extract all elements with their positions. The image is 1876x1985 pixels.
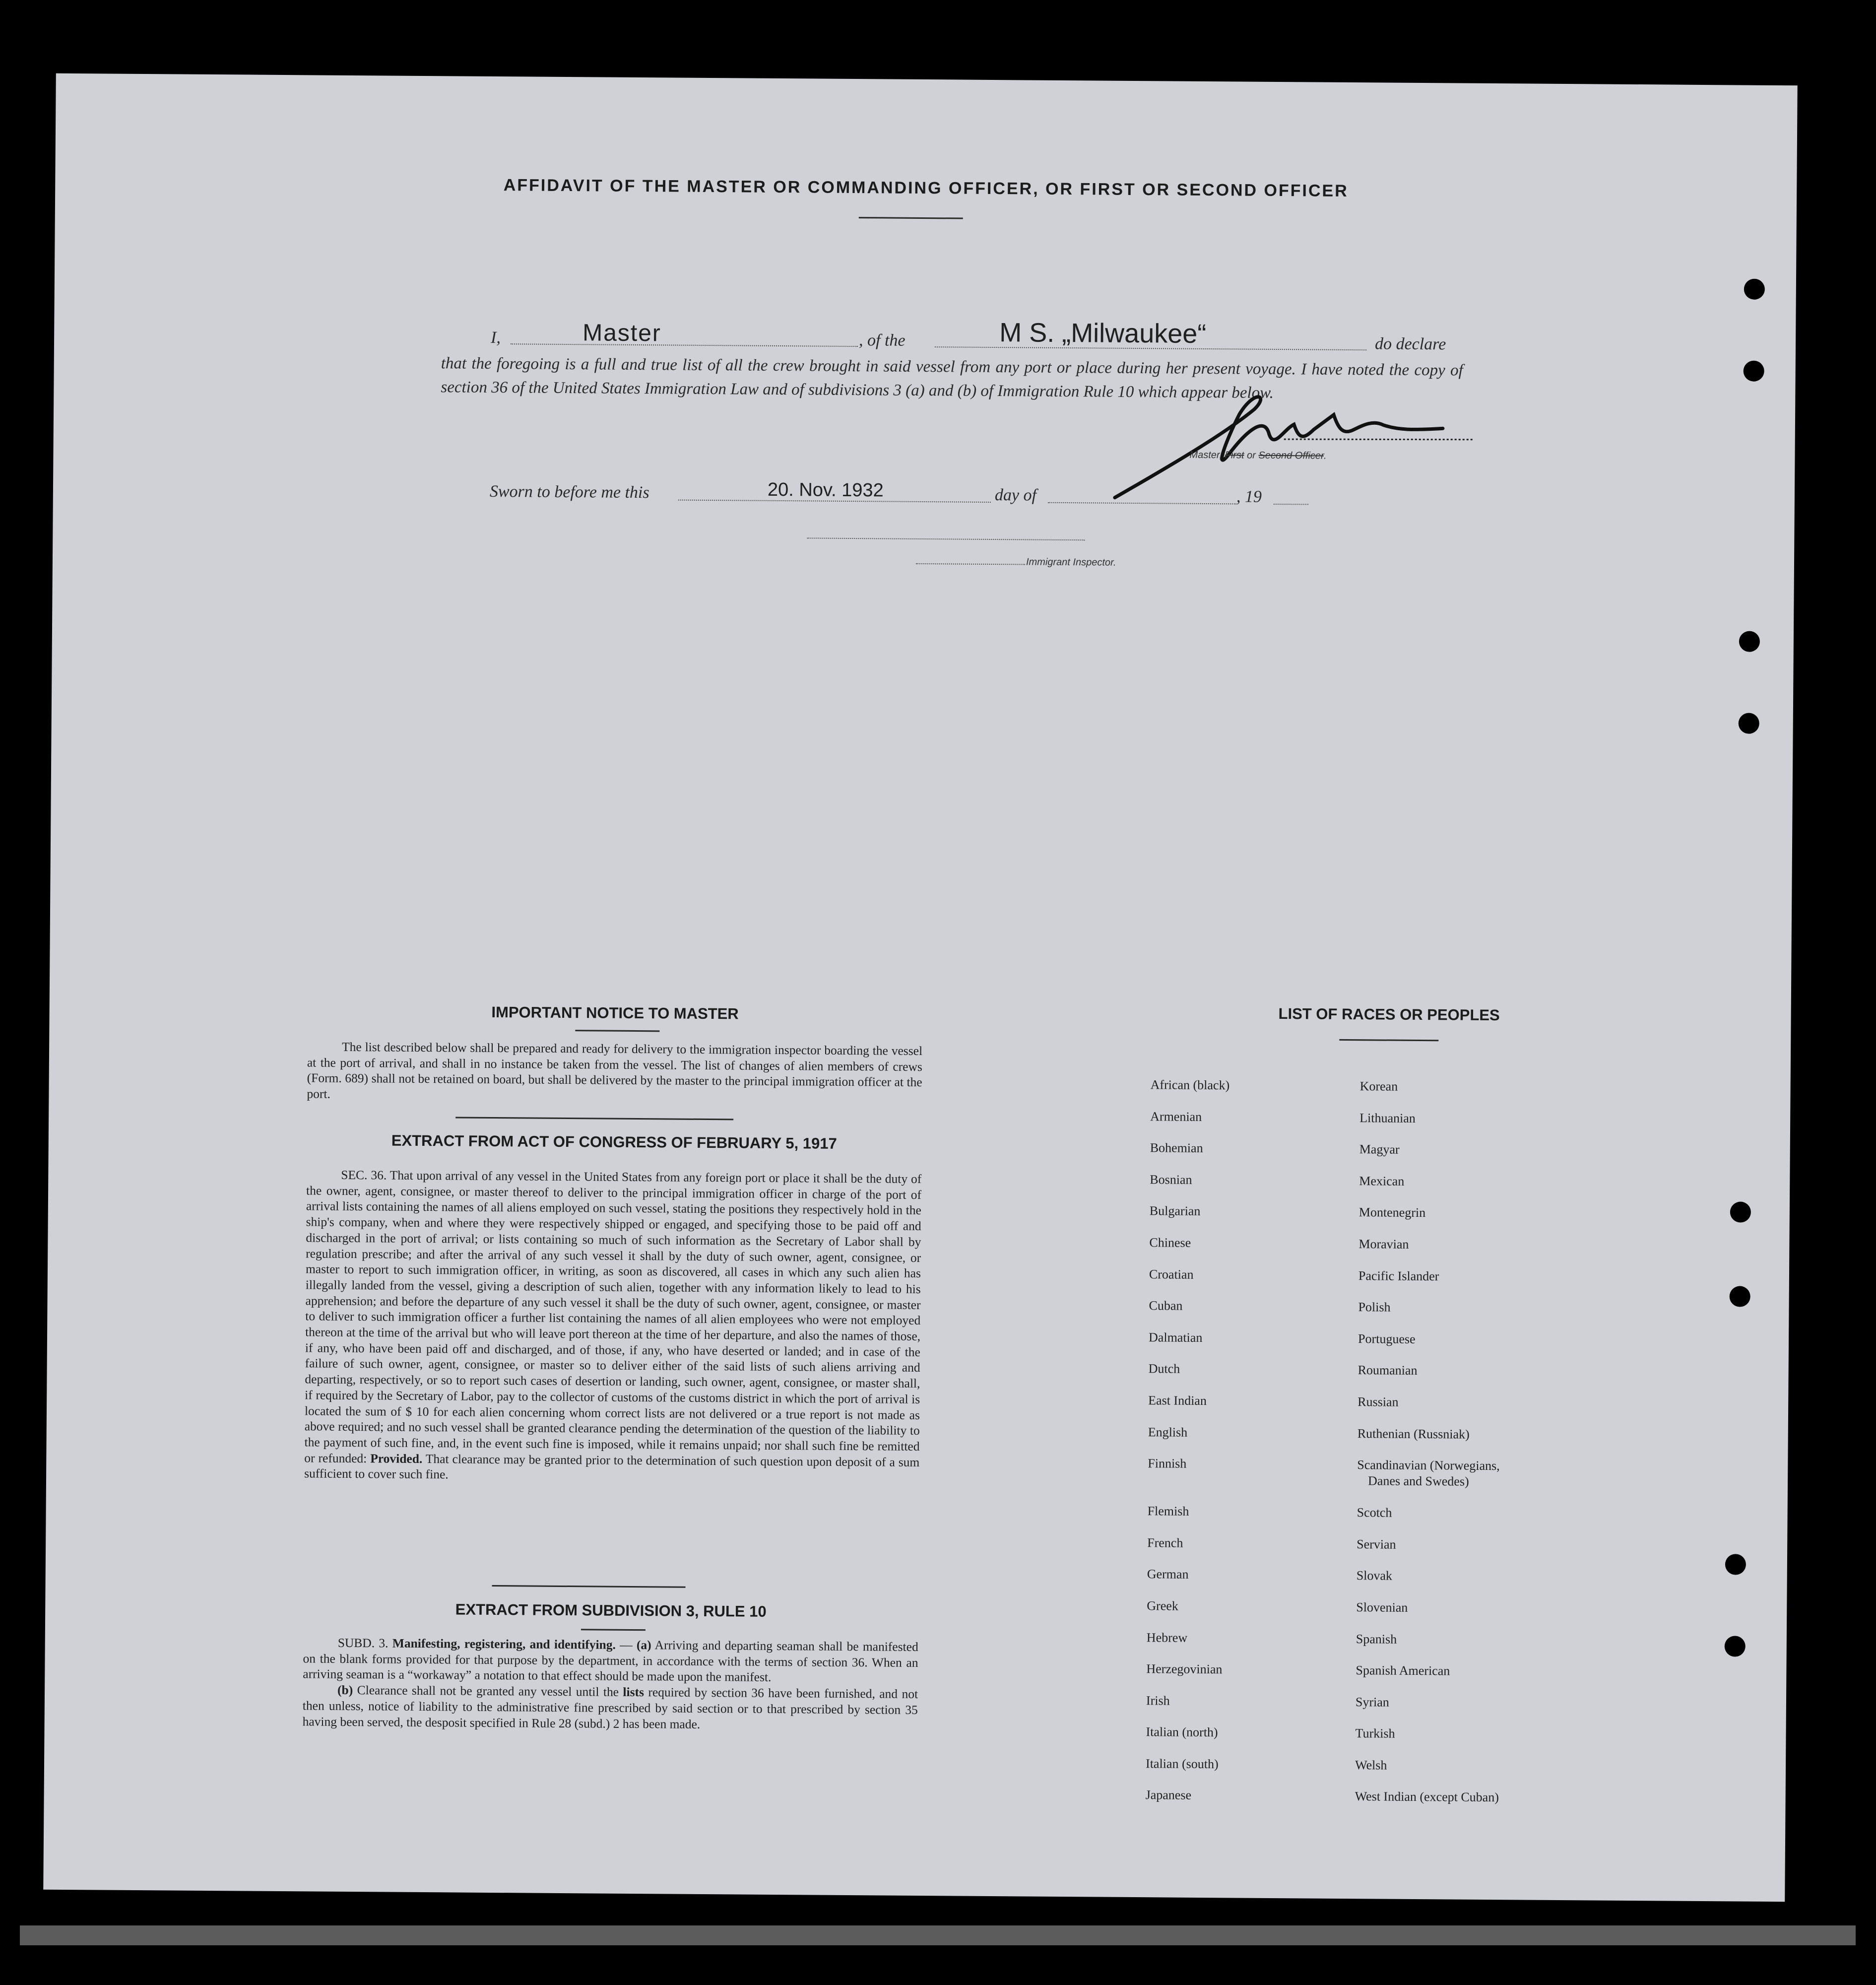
race-item: Servian: [1357, 1536, 1396, 1552]
race-item: Bohemian: [1150, 1140, 1203, 1156]
signature-caption: [1189, 450, 1326, 462]
document-page: [43, 73, 1797, 1902]
rule-heading: EXTRACT FROM SUBDIVISION 3, RULE 10: [455, 1600, 767, 1620]
rule-heading-rule: [581, 1629, 646, 1631]
a-text: Arriving and departing seaman shall be manifested on the blank forms provided for that purpose by the department, in accordance with the terms of section 36. When an arriving seaman is a “workaway” a notation to that effect should be made upon the manifest.: [303, 1638, 918, 1685]
notice-rule: [575, 1030, 659, 1032]
race-item: Mexican: [1359, 1173, 1405, 1189]
act-divider: [492, 1585, 686, 1588]
subd-dash: —: [615, 1637, 637, 1653]
caption-or: or: [1244, 450, 1259, 461]
notice-heading: IMPORTANT NOTICE TO MASTER: [491, 1003, 739, 1023]
race-item: Turkish: [1355, 1726, 1395, 1741]
races-rule: [1339, 1039, 1438, 1041]
caption-second-struck: Second Officer: [1258, 450, 1324, 462]
b-lists: lists: [623, 1684, 645, 1700]
act-main-text: SEC. 36. That upon arrival of any vessel in the United States from any foreign port or place it shall be the duty of the owner, agent, consignee, or master thereof to deliver to the principal immigration officer in charge of the port of arrival lists containing the names of all aliens employed on such vessel, stating the positions they respectively hold in the ship's company, when and where they were respectively shipped or engaged, and specifying those to be paid off and discharged in the port of arrival; or lists containing so much of such information as the Secretary of Labor shall by regulation prescribe; and after the arrival of any such vessel it shall by the duty of such owner, agent, consignee, or master to report to such immigration officer, in writing, as soon as discovered, all cases in which any such alien has illegally landed from the vessel, giving a description of such alien, together with any information likely to lead to his apprehension; and before the departure of any such vessel it shall be the duty of such owner, agent, consignee, or master to deliver to such immigration officer a further list containing the names of all alien employees who were not employed thereon at the time of the arrival but who will leave port thereon at the time of her departure, and also the names of those, if any, who have been paid off and discharged, and of those, if any, who have deserted or landed; and in case of the failure of such owner, agent, consignee, or master so to deliver either of the said lists of such aliens arriving and departing, respectively, or so to report such cases of desertion or landing, such owner, agent, consignee, or master shall, if required by the Secretary of Labor, pay to the collector of customs of the customs district in which the port of arrival is located the sum of $ 10 for each alien concerning whom correct lists are not delivered or a true report is not made as above required; and no such vessel shall be granted clearance pending the determination of the question of the liability to the payment of such fine, and, in the event such fine is imposed, while it remains unpaid; nor shall such fine be remitted or refunded:: [304, 1167, 922, 1465]
punch-hole: [1725, 1554, 1746, 1575]
rule-text: [303, 1635, 918, 1733]
b-text-2: required by section 36 have been furnished, and not then unless, notice of liability to the administrative fine prescribed by said section or to that prescribed by section 35 having been served, the desposit specified in Rule 28 (subd.) 2 has been made.: [302, 1685, 918, 1731]
race-item: Welsh: [1355, 1758, 1387, 1773]
race-item: Lithuanian: [1359, 1110, 1416, 1125]
notice-text: [307, 1039, 922, 1106]
act-end-text: That clearance may be granted prior to the determination of such question upon deposit of a sum sufficient to cover such fine.: [304, 1451, 920, 1482]
vessel-field[interactable]: M S. „Milwaukee“: [999, 318, 1207, 349]
act-heading: EXTRACT FROM ACT OF CONGRESS OF FEBRUARY 5, 1917: [391, 1131, 837, 1152]
race-item: Slovak: [1356, 1568, 1393, 1583]
inspector-caption: Immigrant Inspector.: [1026, 556, 1116, 568]
a-label: (a): [636, 1638, 651, 1653]
inspector-line-2: [916, 563, 1025, 565]
punch-hole: [1725, 1636, 1746, 1656]
race-item: Spanish: [1356, 1631, 1397, 1647]
race-item: Italian (north): [1146, 1724, 1218, 1740]
punch-hole: [1730, 1286, 1750, 1307]
subd-label: SUBD. 3.: [337, 1635, 388, 1651]
race-item: Dutch: [1148, 1361, 1180, 1377]
race-item: Greek: [1147, 1598, 1178, 1613]
race-item: Ruthenian (Russniak): [1357, 1426, 1470, 1442]
races-left-column: [1145, 1078, 1229, 1821]
i-label: I,: [490, 328, 501, 347]
race-item: Moravian: [1358, 1237, 1409, 1252]
declaration-text: that the foregoing is a full and true list of all the crew brought in said vessel from any port or place during her present voyage. I have noted the copy of section 36 of the United States Immigration Law and of subdivisions 3 (a) and (b) of Immigration Rule 10 which appear below.: [441, 354, 1463, 402]
race-item: Herzegovinian: [1146, 1661, 1223, 1677]
notice-divider: [455, 1117, 733, 1120]
race-item: Bulgarian: [1149, 1203, 1201, 1219]
race-item: Armenian: [1150, 1109, 1202, 1124]
race-item: Irish: [1146, 1693, 1170, 1708]
punch-hole: [1744, 361, 1764, 382]
rank-line: [511, 343, 858, 347]
caption-period: .: [1323, 450, 1327, 462]
punch-hole: [1739, 631, 1760, 652]
race-item-continued: Danes and Swedes): [1367, 1473, 1469, 1489]
act-text: [304, 1167, 921, 1486]
race-item: Portuguese: [1358, 1331, 1416, 1346]
signature-mark: [1105, 379, 1483, 510]
race-item: English: [1148, 1424, 1188, 1440]
scan-edge: [20, 1925, 1856, 1945]
punch-hole: [1730, 1201, 1751, 1222]
race-item: Roumanian: [1358, 1363, 1418, 1378]
race-item: Italian (south): [1145, 1756, 1219, 1772]
race-item: East Indian: [1148, 1393, 1207, 1408]
sworn-label: Sworn to before me this: [489, 482, 649, 502]
race-item: Hebrew: [1146, 1630, 1188, 1645]
caption-master: Master,: [1189, 449, 1225, 461]
declare-label: do declare: [1374, 334, 1446, 354]
punch-hole: [1739, 713, 1759, 733]
race-item: Slovenian: [1356, 1600, 1408, 1615]
of-label: , of the: [858, 331, 906, 350]
race-item: Flemish: [1147, 1504, 1189, 1519]
provided-label: Provided.: [370, 1451, 423, 1466]
b-text-1: Clearance shall not be granted any vessel until the: [357, 1683, 619, 1699]
race-item: Japanese: [1145, 1787, 1192, 1803]
race-item: Magyar: [1359, 1142, 1400, 1157]
race-item: Dalmatian: [1148, 1329, 1203, 1345]
race-item: Finnish: [1148, 1456, 1187, 1471]
race-item: Russian: [1358, 1394, 1399, 1409]
race-item: Croatian: [1149, 1266, 1194, 1282]
race-item: Scandinavian (Norwegians,: [1357, 1457, 1500, 1473]
subd-title: Manifesting, registering, and identifying.: [392, 1636, 616, 1652]
race-item: Chinese: [1149, 1235, 1191, 1250]
title-rule: [859, 217, 963, 219]
race-item: Scotch: [1357, 1505, 1392, 1520]
affidavit-title: AFFIDAVIT OF THE MASTER OR COMMANDING OFFICER, OR FIRST OR SECOND OFFICER: [503, 176, 1349, 200]
b-label: (b): [337, 1682, 353, 1698]
races-heading: LIST OF RACES OR PEOPLES: [1278, 1005, 1500, 1024]
race-item: German: [1147, 1567, 1189, 1582]
punch-hole: [1744, 279, 1765, 300]
race-item: Syrian: [1355, 1694, 1389, 1710]
year-label: , 19: [1236, 487, 1262, 506]
races-right-column: [1355, 1080, 1504, 1823]
race-item: French: [1147, 1535, 1183, 1550]
inspector-line-1: [807, 537, 1085, 540]
race-item: Cuban: [1149, 1298, 1183, 1313]
race-item: African (black): [1150, 1077, 1230, 1093]
race-item: Korean: [1359, 1079, 1398, 1094]
day-of-label: day of: [994, 486, 1037, 505]
sworn-date-field[interactable]: 20. Nov. 1932: [767, 479, 884, 501]
notice-paragraph: The list described below shall be prepared and ready for delivery to the immigration inspector boarding the vessel at the port of arrival, and shall in no instance be taken from the vessel. The list of changes of alien members of crews (Form. 689) shall not be retained on board, but shall be delivered by the master to the principal immigration officer at the port.: [307, 1039, 923, 1101]
race-item: Bosnian: [1150, 1172, 1192, 1187]
race-item: Pacific Islander: [1358, 1268, 1439, 1283]
caption-first-struck: First: [1225, 450, 1244, 461]
race-item: Polish: [1358, 1300, 1391, 1315]
race-item: Spanish American: [1356, 1663, 1450, 1678]
race-item: Montenegrin: [1358, 1205, 1426, 1220]
rank-field[interactable]: Master: [582, 320, 662, 347]
race-item: West Indian (except Cuban): [1355, 1789, 1499, 1805]
